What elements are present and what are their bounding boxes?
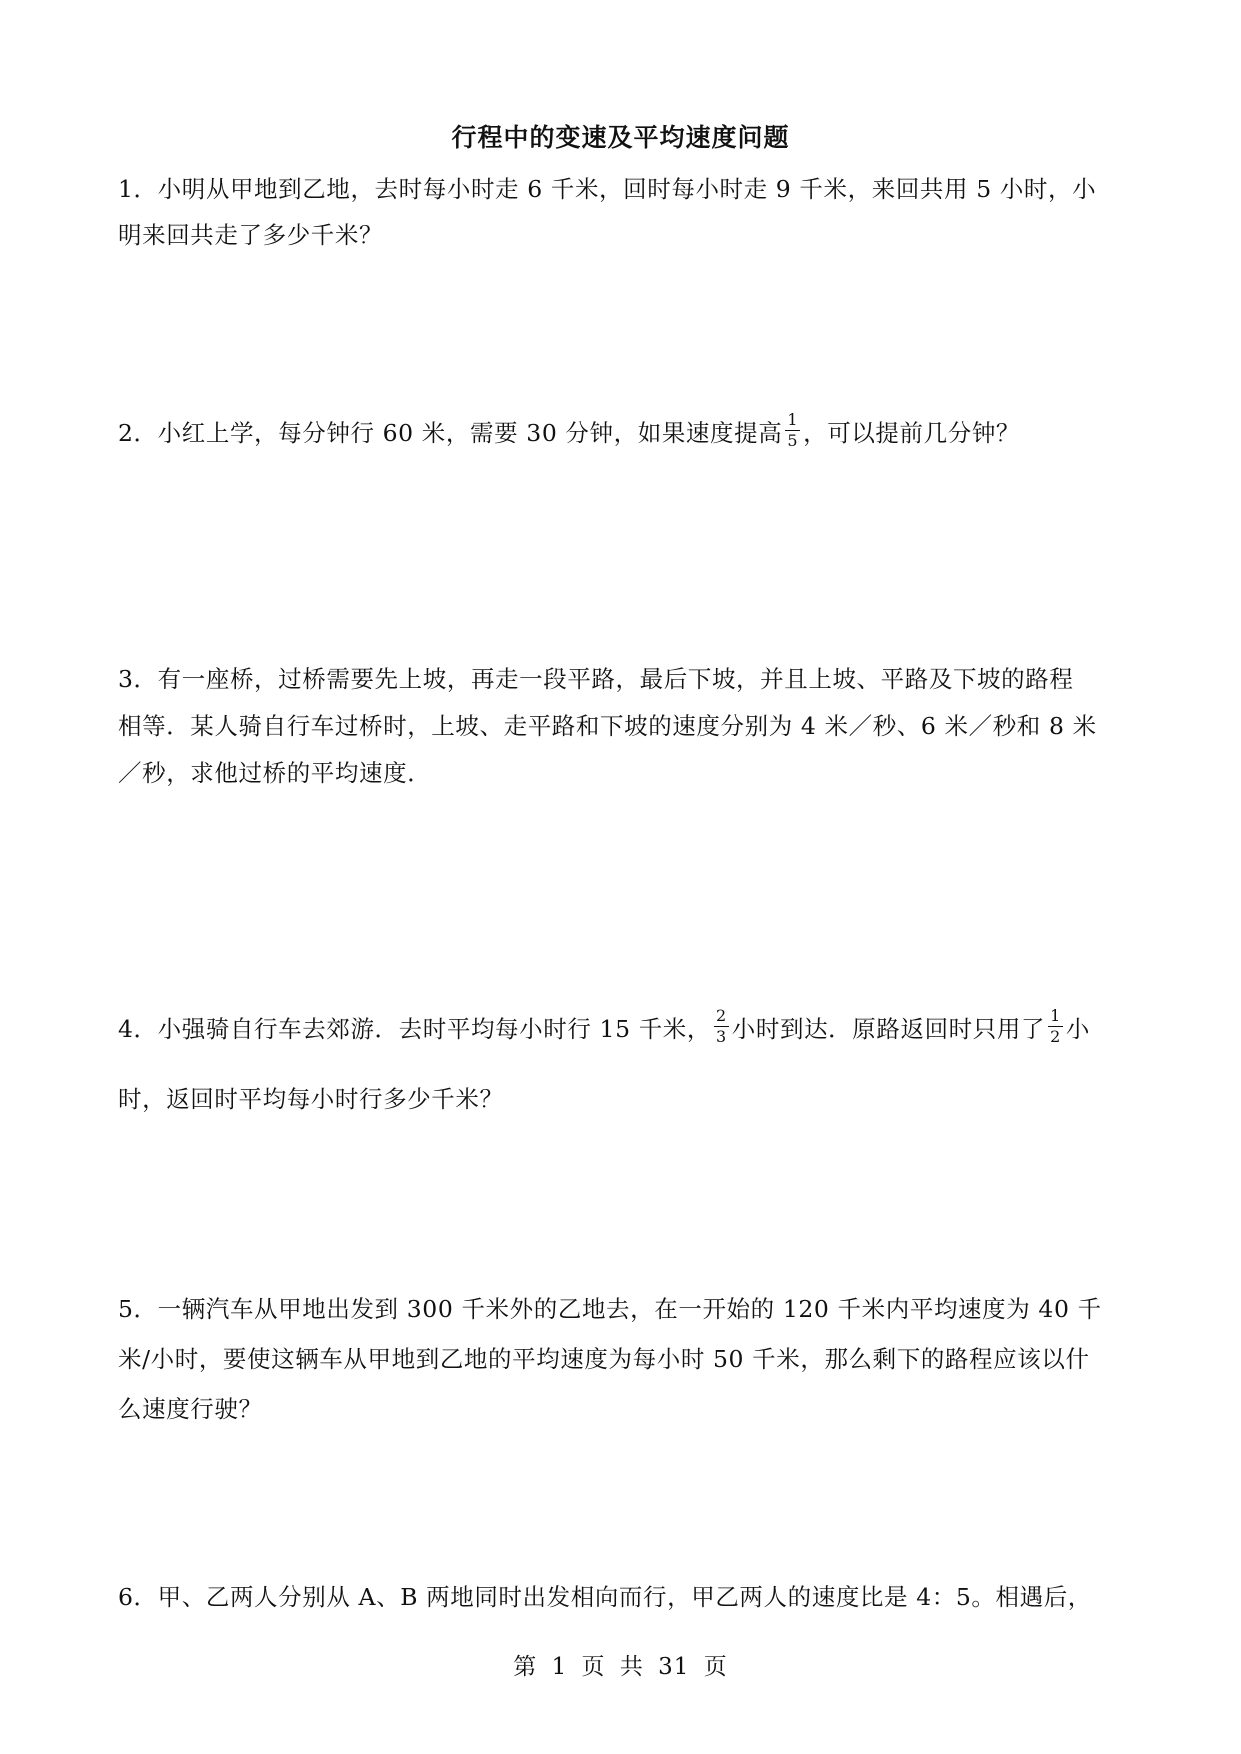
problem-4-part-2: 小时到达．原路返回时只用了: [731, 1015, 1046, 1043]
problem-5-line-2: 米/小时，要使这辆车从甲地到乙地的平均速度为每小时 50 千米，那么剩下的路程应该以什: [118, 1345, 1090, 1373]
problem-4: [118, 994, 1118, 1134]
problem-2-text-before: 2．小红上学，每分钟行 60 米，需要 30 分钟，如果速度提高: [118, 419, 783, 447]
problem-1: [118, 166, 1118, 258]
problem-5: [118, 1284, 1118, 1434]
page-footer: 第 1 页 共 31 页: [513, 1654, 728, 1680]
problem-2: [118, 410, 1118, 456]
fraction-denominator: 5: [787, 431, 799, 450]
problem-3-line-2: 相等．某人骑自行车过桥时，上坡、走平路和下坡的速度分别为 4 米／秒、6 米／秒和 8 米: [118, 712, 1097, 740]
fraction-denominator: 2: [1050, 1027, 1061, 1046]
problem-4-part-1: 4．小强骑自行车去郊游．去时平均每小时行 15 千米，: [118, 1015, 711, 1043]
problem-4-part-3: 小: [1065, 1015, 1090, 1043]
problem-1-line-2: 明来回共走了多少千米？: [118, 221, 384, 249]
problem-4-line-1: [118, 994, 1118, 1064]
problem-2-text-after: ，可以提前几分钟？: [803, 419, 1021, 447]
fraction-numerator: 1: [1050, 1006, 1061, 1025]
problem-3: [118, 656, 1118, 797]
problem-5-line-3: 么速度行驶？: [118, 1395, 263, 1423]
fraction-two-thirds: [714, 1008, 729, 1045]
page-title: 行程中的变速及平均速度问题: [451, 123, 790, 152]
problem-1-line-1: 1．小明从甲地到乙地，去时每小时走 6 千米，回时每小时走 9 千米，来回共用 5 小时，小: [118, 175, 1097, 203]
problem-4-line-2: 时，返回时平均每小时行多少千米？: [118, 1085, 504, 1113]
problem-2-line-1: [118, 410, 1118, 456]
fraction-denominator: 3: [716, 1027, 727, 1046]
problem-5-line-1: 5．一辆汽车从甲地出发到 300 千米外的乙地去，在一开始的 120 千米内平均速度为 40 千: [118, 1295, 1102, 1323]
fraction-numerator: 2: [716, 1006, 727, 1025]
fraction-one-fifth: [785, 412, 800, 449]
fraction-one-half: [1048, 1008, 1063, 1045]
fraction-numerator: 1: [787, 410, 799, 429]
problem-6: [118, 1574, 1118, 1620]
problem-3-line-3: ／秒，求他过桥的平均速度．: [118, 759, 432, 787]
problem-6-line-1: 6．甲、乙两人分别从 A、B 两地同时出发相向而行，甲乙两人的速度比是 4：5。相遇后，: [118, 1583, 1092, 1611]
problem-3-line-1: 3．有一座桥，过桥需要先上坡，再走一段平路，最后下坡，并且上坡、平路及下坡的路程: [118, 665, 1074, 693]
